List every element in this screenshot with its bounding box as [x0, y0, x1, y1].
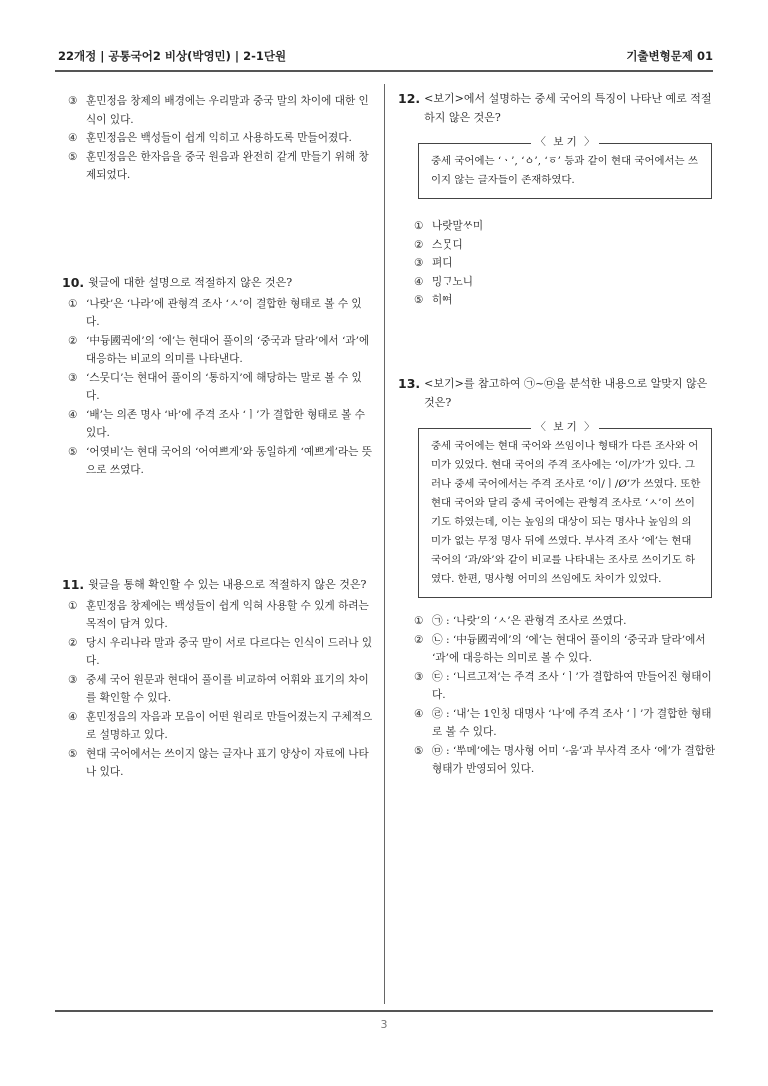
bogi-title-text: 보 기 [549, 421, 581, 433]
bogi-box [418, 421, 712, 598]
question-text: 윗글에 대한 설명으로 적절하지 않은 것은? [88, 276, 293, 289]
choice-number: ① [68, 297, 78, 310]
question-stem [398, 375, 716, 412]
left-column [62, 92, 374, 185]
question-text: <보기>를 참고하여 ㉠~㉤을 분석한 내용으로 알맞지 않은 것은? [424, 377, 708, 409]
question-stem [398, 90, 716, 127]
choice-item [68, 129, 374, 148]
choice-text: 훈민정음은 한자음을 중국 원음과 완전히 같게 만들기 위해 창제되었다. [86, 150, 369, 181]
choice-number: ② [68, 636, 78, 649]
choice-item [414, 742, 716, 779]
choice-text: ‘어엿비’는 현대 국어의 ‘어여쁘게’와 동일하게 ‘예쁘게’라는 뜻으로 쓰였다. [86, 445, 373, 476]
choice-text: ‘스뭇디’는 현대어 풀이의 ‘통하지’에 해당하는 말로 볼 수 있다. [86, 371, 362, 402]
question-choices [398, 612, 716, 779]
choice-number: ④ [68, 132, 78, 144]
choice-number: ② [414, 633, 424, 646]
choice-item [414, 668, 716, 705]
choice-text: 훈민정음 창제에는 백성들이 쉽게 익혀 사용할 수 있게 하려는 목적이 담겨 있다. [86, 599, 369, 630]
bogi-text: 중세 국어에는 ‘ㆍ’, ‘ㆁ’, ‘ㆆ’ 등과 같이 현대 국어에서는 쓰이지 않는 글자들이 존재하였다. [431, 155, 698, 186]
choice-number: ① [68, 599, 78, 612]
header-rule [55, 70, 713, 72]
header-worksheet-title: 기출변형문제 01 [626, 49, 713, 63]
choice-item [68, 634, 374, 671]
choice-text: 펴디 [432, 257, 453, 269]
bogi-box [418, 136, 712, 199]
question-stem [62, 576, 374, 595]
question-text: <보기>에서 설명하는 중세 국어의 특징이 나타난 예로 적절하지 않은 것은? [424, 92, 712, 124]
choice-number: ③ [68, 673, 78, 686]
question-number: 11. [62, 577, 85, 592]
choice-item [68, 295, 374, 332]
choice-number: ④ [68, 408, 78, 421]
choice-item [68, 745, 374, 782]
choice-number: ⑤ [68, 747, 78, 760]
choice-number: ③ [414, 670, 424, 683]
choice-text: ‘中듕國귁에’의 ‘에’는 현대어 풀이의 ‘중국과 달라’에서 ‘과’에 대응하는 비교의 의미를 나타낸다. [86, 334, 370, 365]
question-choices [62, 295, 374, 480]
choice-text: 스ᄆᆞᆺ디 [432, 238, 463, 251]
choice-text: 밍ᄀᆞ노니 [432, 275, 473, 288]
question-number: 12. [398, 91, 421, 106]
choice-number: ① [414, 220, 424, 232]
choice-number: ⑤ [414, 294, 424, 306]
question-number: 13. [398, 376, 421, 391]
choice-item [68, 369, 374, 406]
question-stem [62, 274, 374, 293]
choice-number: ④ [414, 707, 424, 720]
choice-number: ② [68, 334, 78, 347]
choice-number: ③ [414, 257, 424, 269]
header-course-info: 22개정 | 공통국어2 비상(박영민) | 2-1단원 [58, 49, 287, 63]
footer-rule [55, 1010, 713, 1012]
question-choices [398, 217, 716, 310]
choice-item [414, 631, 716, 668]
choice-item [68, 597, 374, 634]
choice-text: 당시 우리나라 말과 중국 말이 서로 다르다는 인식이 드러나 있다. [86, 636, 373, 667]
choice-number: ③ [68, 371, 78, 384]
choice-number: ④ [68, 710, 78, 723]
choice-number: ① [414, 615, 424, 627]
choice-item [68, 671, 374, 708]
page-header [58, 44, 713, 66]
question-10 [62, 274, 374, 480]
bogi-title: 〈 보 기 〉 [419, 134, 711, 150]
choice-item [414, 705, 716, 742]
choice-item [68, 332, 374, 369]
bogi-title-text: 보 기 [549, 136, 581, 148]
column-divider [384, 84, 385, 1004]
bogi-text: 중세 국어에는 현대 국어와 쓰임이나 형태가 다른 조사와 어미가 있었다. 현대 국어의 주격 조사에는 ‘이/가’가 있다. 그러나 중세 국어에서는 주격 조사로 ‘이/ㅣ/Ø’가 쓰였다. 또한 현대 국어와 달리 중세 국어에는 관형격 조사로 ‘ㅅ’이 쓰이기도 하였는데, 이는 높임의 대상이 되는 명사나 높임의 의미가 없는 무정 명사 뒤에 쓰였다. 부사격 조사 ‘에’는 현대 국어의 ‘과/와’와 같이 비교를 나타내는 조사로 쓰이기도 하였다. 한편, 명사형 어미의 쓰임에도 차이가 있었다. [431, 440, 701, 585]
question-11 [62, 576, 374, 782]
choice-text: 히ᅇᅧ [432, 294, 453, 306]
question-12 [398, 90, 716, 310]
question-text: 윗글을 통해 확인할 수 있는 내용으로 적절하지 않은 것은? [88, 578, 367, 591]
choice-text: 훈민정음 창제의 배경에는 우리말과 중국 말의 차이에 대한 인식이 있다. [86, 95, 369, 126]
choice-item [414, 291, 716, 310]
choice-text: ㉤ : ‘ᄡᅮ메’에는 명사형 어미 ‘-움’과 부사격 조사 ‘에’가 결합한 형태가 반영되어 있다. [432, 744, 716, 775]
choice-number: ⑤ [68, 445, 78, 458]
choice-text: 나랏말ᄊᆞ미 [432, 220, 484, 232]
choice-text: ㉣ : ‘내’는 1인칭 대명사 ‘나’에 주격 조사 ‘ㅣ’가 결합한 형태로 볼 수 있다. [432, 707, 712, 738]
choice-item [68, 443, 374, 480]
choice-text: ㉡ : ‘中듕國귁에’의 ‘에’는 현대어 풀이의 ‘중국과 달라’에서 ‘과’에 대응하는 의미로 볼 수 있다. [432, 633, 706, 664]
choice-text: 현대 국어에서는 쓰이지 않는 글자나 표기 양상이 자료에 나타나 있다. [86, 747, 369, 778]
choice-text: ㉠ : ‘나랏’의 ‘ㅅ’은 관형격 조사로 쓰였다. [432, 615, 627, 627]
prev-question-choices [62, 92, 374, 185]
choice-item [68, 406, 374, 443]
choice-item [414, 217, 716, 236]
choice-text: ‘나랏’은 ‘나라’에 관형격 조사 ‘ㅅ’이 결합한 형태로 볼 수 있다. [86, 297, 362, 328]
question-choices [62, 597, 374, 782]
choice-item [68, 708, 374, 745]
choice-item [68, 92, 374, 129]
choice-item [414, 612, 716, 631]
choice-item [414, 254, 716, 273]
question-number: 10. [62, 275, 85, 290]
choice-text: 중세 국어 원문과 현대어 풀이를 비교하여 어휘와 표기의 차이를 확인할 수 있다. [86, 673, 369, 704]
bogi-title: 〈 보 기 〉 [419, 419, 711, 435]
choice-text: 훈민정음의 자음과 모음이 어떤 원리로 만들어졌는지 구체적으로 설명하고 있다. [86, 710, 373, 741]
choice-item [414, 273, 716, 292]
question-13 [398, 375, 716, 779]
page-number: 3 [380, 1018, 388, 1031]
choice-item [68, 148, 374, 185]
choice-text: ‘배’는 의존 명사 ‘바’에 주격 조사 ‘ㅣ’가 결합한 형태로 볼 수 있다. [86, 408, 366, 439]
choice-number: ⑤ [414, 744, 424, 757]
choice-text: 훈민정음은 백성들이 쉽게 익히고 사용하도록 만들어졌다. [86, 132, 352, 144]
choice-number: ③ [68, 95, 78, 107]
choice-text: ㉢ : ‘니르고져’는 주격 조사 ‘ㅣ’가 결합하여 만들어진 형태이다. [432, 670, 712, 701]
choice-number: ④ [414, 275, 424, 288]
choice-item [414, 236, 716, 255]
choice-number: ② [414, 238, 424, 251]
choice-number: ⑤ [68, 150, 78, 163]
